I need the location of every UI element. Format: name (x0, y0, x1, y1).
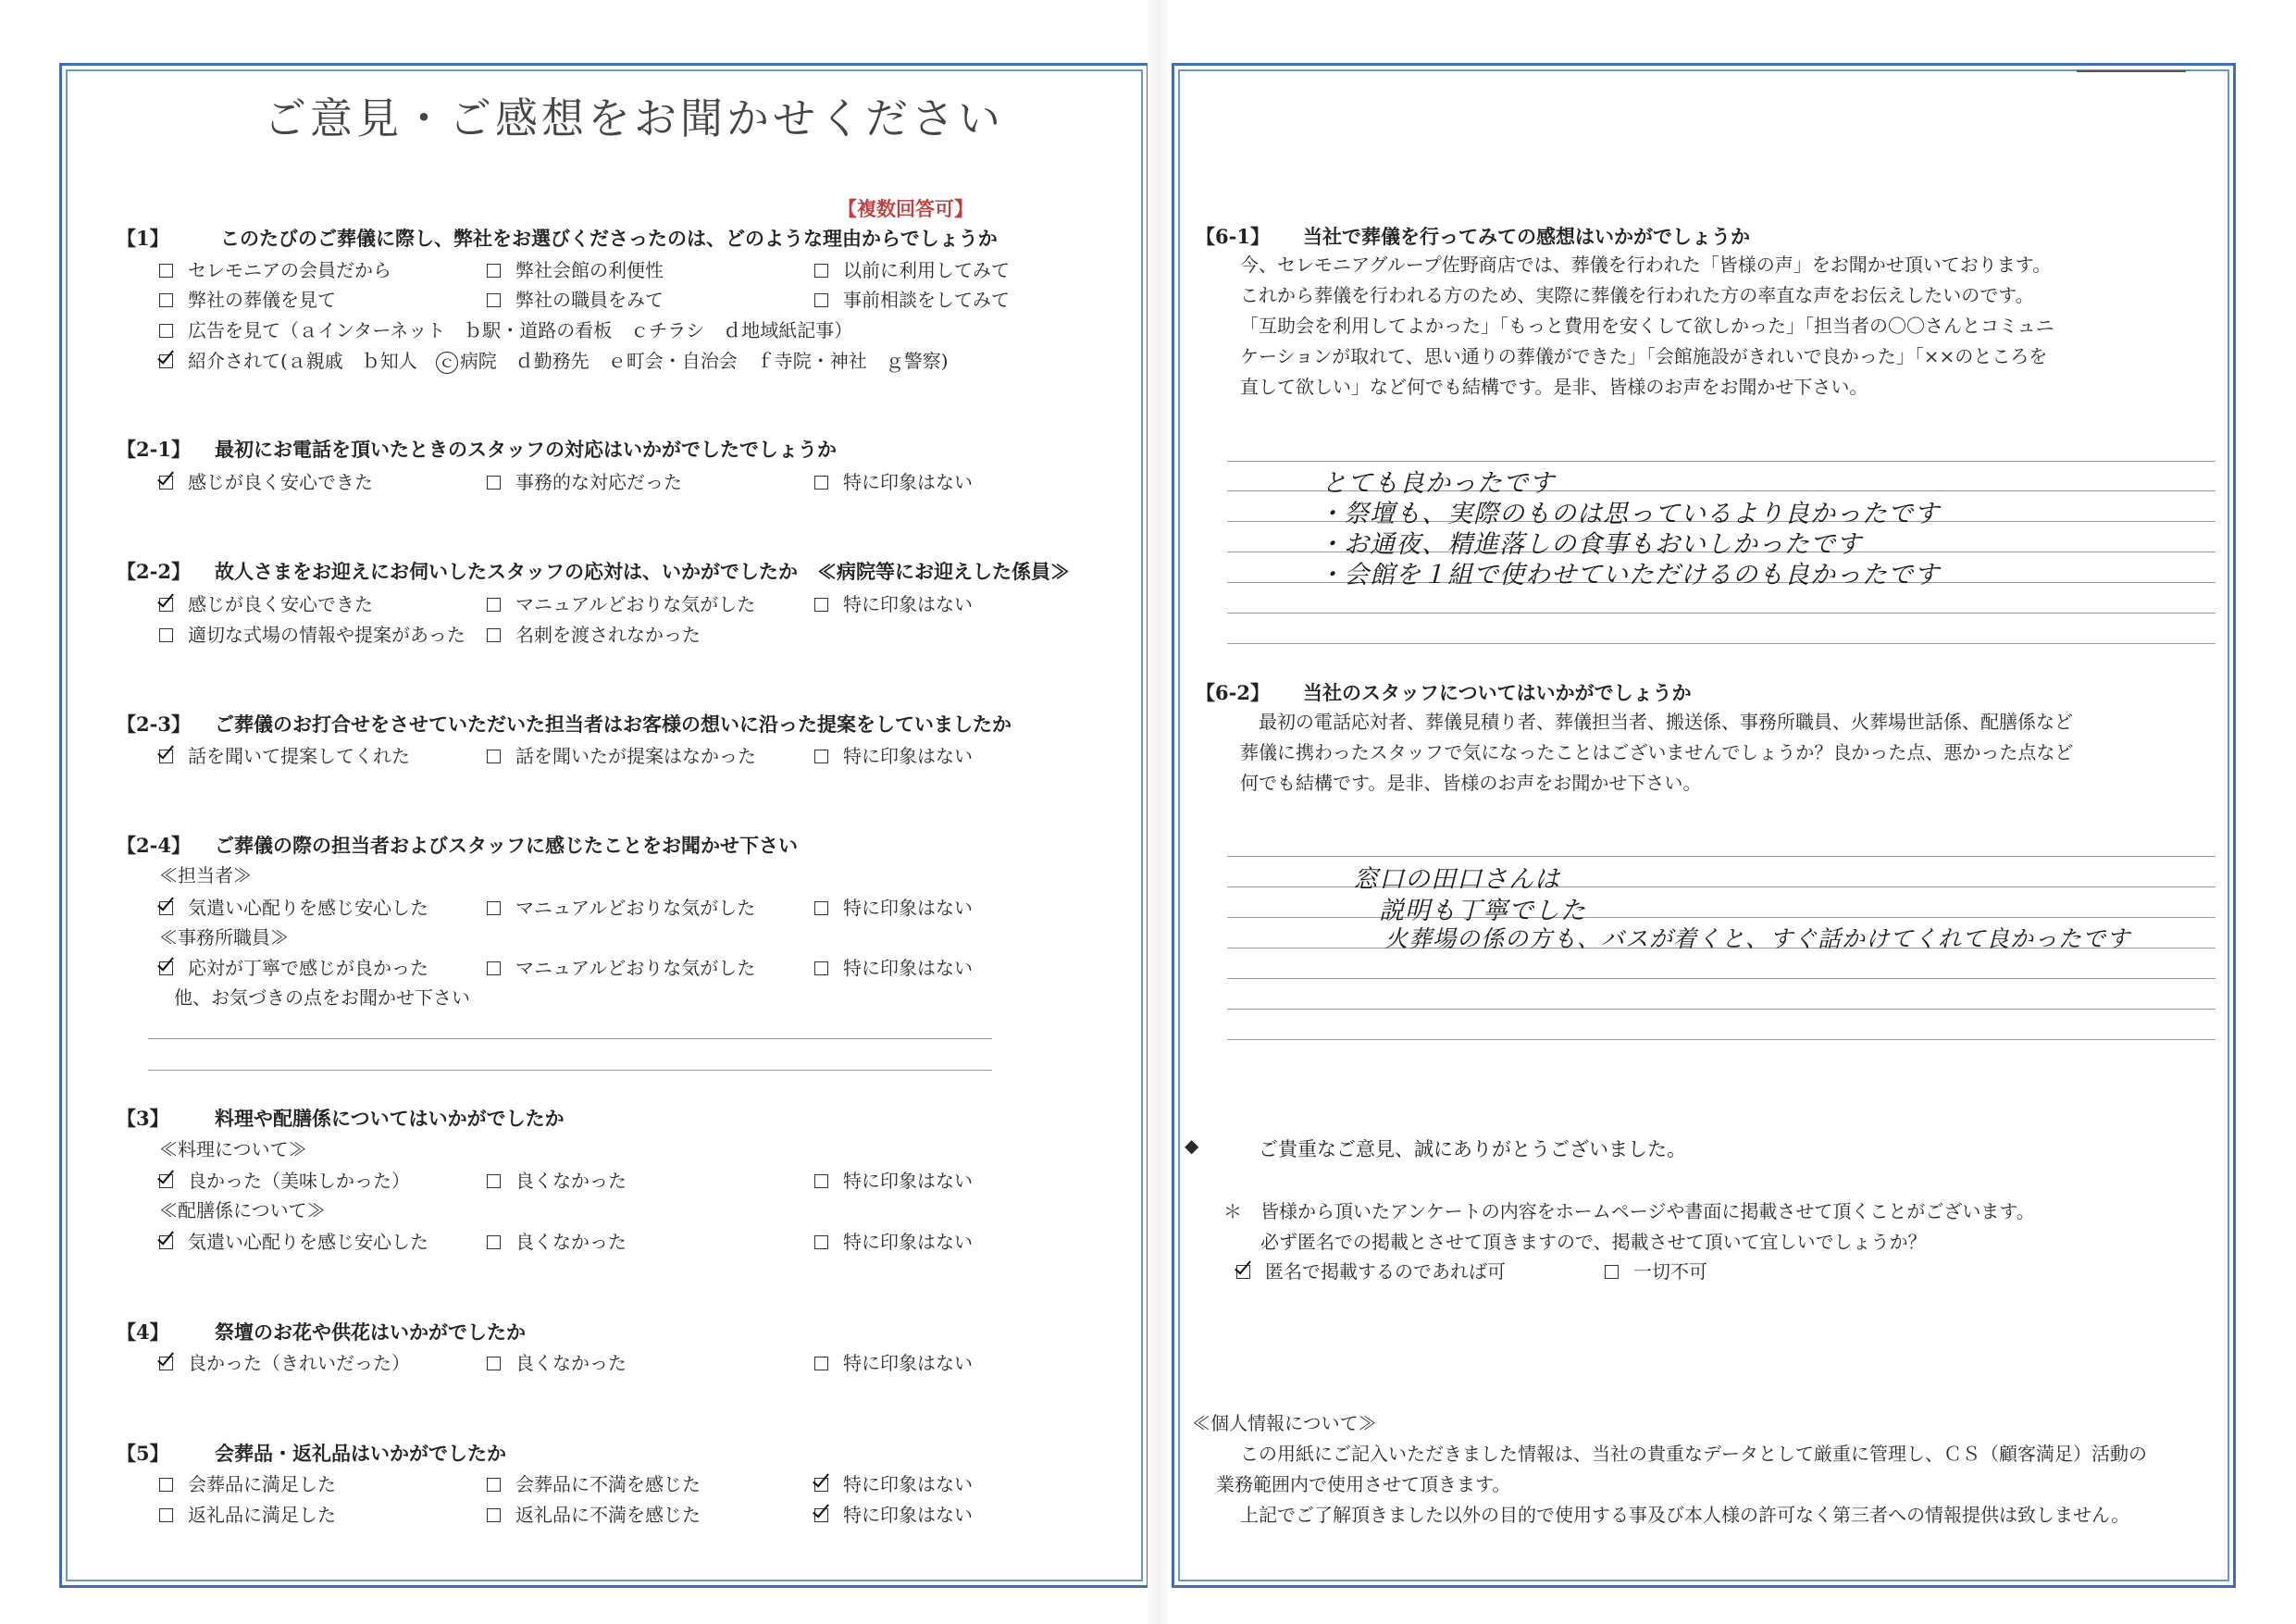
q24-other-prompt: 他、お気づきの点をお聞かせ下さい (174, 986, 470, 1009)
q5-question: 会葬品・返礼品はいかがでしたか (215, 1442, 506, 1465)
answer-line[interactable] (1227, 978, 2215, 979)
checkbox-checked[interactable] (159, 476, 173, 490)
q24-option[interactable]: 気遣い心配りを感じ安心した (159, 893, 428, 920)
checkbox-checked[interactable] (159, 961, 173, 975)
checkbox[interactable] (159, 264, 173, 278)
q22-option[interactable]: 感じが良く安心できた (159, 589, 373, 616)
answer-line[interactable] (1227, 461, 2215, 462)
q5-option[interactable]: 返礼品に満足した (159, 1500, 336, 1527)
privacy-text-line: 上記でご了解頂きました以外の目的で使用する事及び本人様の許可なく第三者への情報提供は致しません。 (1240, 1504, 2130, 1526)
q24-question: ご葬儀の際の担当者およびスタッフに感じたことをお聞かせ下さい (215, 834, 798, 857)
checkbox[interactable] (814, 1357, 828, 1370)
checkbox[interactable] (487, 628, 501, 642)
checkbox[interactable] (814, 750, 828, 763)
q5-option[interactable]: 返礼品に不満を感じた (487, 1500, 701, 1527)
q22-option[interactable]: マニュアルどおりな気がした (487, 589, 755, 616)
q23-option[interactable]: 話を聞いたが提案はなかった (487, 741, 756, 768)
q23-option[interactable]: 話を聞いて提案してくれた (159, 741, 410, 768)
q22-option[interactable]: 適切な式場の情報や提案があった (159, 620, 465, 647)
checkbox-checked[interactable] (814, 1478, 828, 1492)
publish-notice-line: 皆様から頂いたアンケートの内容をホームページや書面に掲載させて頂くことがございます。 (1260, 1200, 2035, 1222)
q3-subheading-food: ≪料理について≫ (159, 1138, 307, 1160)
page-fold (1148, 0, 1168, 1624)
q5-option[interactable]: 会葬品に満足した (159, 1469, 336, 1496)
q5-option[interactable]: 会葬品に不満を感じた (487, 1469, 701, 1496)
checkbox[interactable] (487, 1357, 501, 1370)
answer-line[interactable] (1227, 613, 2215, 614)
q1-option[interactable]: 事前相談をしてみて (814, 285, 1010, 312)
q24-option[interactable]: 特に印象はない (814, 953, 973, 980)
q24-option[interactable]: マニュアルどおりな気がした (487, 953, 755, 980)
checkbox[interactable] (487, 750, 501, 763)
checkbox-checked[interactable] (159, 354, 173, 368)
checkbox[interactable] (487, 1508, 501, 1522)
q1-option[interactable]: 弊社の葬儀を見て (159, 285, 336, 312)
checkbox[interactable] (814, 293, 828, 307)
checkbox[interactable] (159, 628, 173, 642)
checkbox[interactable] (487, 1235, 501, 1249)
q1-option[interactable]: 広告を見て（ａインターネット ｂ駅・道路の看板 ｃチラシ ｄ地域紙記事） (159, 316, 852, 342)
q61-description-line: ケーションが取れて、思い通りの葬儀ができた」「会館施設がきれいで良かった」「××のところを (1240, 345, 2048, 367)
q3-number: 【3】 (117, 1107, 169, 1130)
q1-question: このたびのご葬儀に際し、弊社をお選びくださったのは、どのような理由からでしょうか (220, 227, 998, 250)
q61-description-line: 「互助会を利用してよかった」「もっと費用を安くして欲しかった」「担当者の〇〇さんとコミュニ (1240, 315, 2054, 337)
checkbox-checked[interactable] (159, 750, 173, 763)
q23-question: ご葬儀のお打合せをさせていただいた担当者はお客様の想いに沿った提案をしていましたか (215, 713, 1011, 736)
privacy-text-line: 業務範囲内で使用させて頂きます。 (1216, 1473, 1511, 1495)
checkbox-checked[interactable] (159, 1174, 173, 1188)
asterisk-icon: ＊ (1223, 1200, 1242, 1222)
q21-option[interactable]: 特に印象はない (814, 467, 973, 494)
q5-option[interactable]: 特に印象はない (814, 1469, 973, 1496)
q1-option[interactable]: 以前に利用してみて (814, 255, 1010, 282)
checkbox-checked[interactable] (1236, 1265, 1250, 1279)
checkbox-checked[interactable] (159, 1235, 173, 1249)
handwritten-answer: ・お通夜、精進落しの食事もおいしかったです (1318, 530, 1862, 559)
answer-line[interactable] (148, 1070, 992, 1071)
checkbox[interactable] (487, 264, 501, 278)
q61-number: 【6-1】 (1196, 225, 1270, 248)
q3-subheading-serving: ≪配膳係について≫ (159, 1199, 326, 1221)
checkbox[interactable] (814, 1235, 828, 1249)
answer-line[interactable] (1227, 917, 2215, 918)
privacy-text-line: この用紙にご記入いただきました情報は、当社の貴重なデータとして厳重に管理し、ＣＳ（顧客満足）活動の (1240, 1443, 2147, 1465)
circled-choice: ｃ (436, 352, 458, 374)
q22-question: 故人さまをお迎えにお伺いしたスタッフの応対は、いかがでしたか ≪病院等にお迎えした係員≫ (215, 560, 1070, 583)
handwritten-answer: 説明も丁寧でした (1379, 897, 1586, 925)
q21-option[interactable]: 感じが良く安心できた (159, 467, 373, 494)
q24-option[interactable]: マニュアルどおりな気がした (487, 893, 755, 920)
q61-description-line: 直して欲しい」など何でも結構です。是非、皆様のお声をお聞かせ下さい。 (1240, 376, 1868, 398)
q24-subheading-office: ≪事務所職員≫ (159, 926, 289, 948)
checkbox[interactable] (159, 1508, 173, 1522)
q3-question: 料理や配膳係についてはいかがでしたか (215, 1107, 565, 1130)
q22-number: 【2-2】 (117, 560, 191, 583)
checkbox[interactable] (159, 293, 173, 307)
q4-option[interactable]: 良くなかった (487, 1348, 627, 1375)
checkbox[interactable] (159, 1478, 173, 1492)
checkbox[interactable] (814, 961, 828, 975)
q21-number: 【2-1】 (117, 438, 191, 461)
q24-number: 【2-4】 (117, 834, 191, 857)
q21-question: 最初にお電話を頂いたときのスタッフの対応はいかがでしたでしょうか (215, 438, 837, 461)
q5-number: 【5】 (117, 1442, 169, 1465)
q22-option[interactable]: 特に印象はない (814, 589, 973, 616)
answer-line[interactable] (1227, 856, 2215, 857)
q62-number: 【6-2】 (1196, 681, 1270, 704)
checkbox[interactable] (487, 598, 501, 612)
publish-option-refuse[interactable]: 一切不可 (1605, 1257, 1707, 1283)
handwritten-answer: とても良かったです (1322, 469, 1555, 498)
handwritten-answer: 窓口の田口さんは (1353, 865, 1560, 894)
handwritten-answer: 火葬場の係の方も、バスが着くと、すぐ話かけてくれて良かったです (1384, 925, 2131, 952)
q21-option[interactable]: 事務的な対応だった (487, 467, 682, 494)
checkbox-checked[interactable] (159, 598, 173, 612)
checkbox[interactable] (814, 1174, 828, 1188)
q24-option[interactable]: 応対が丁寧で感じが良かった (159, 953, 428, 980)
privacy-heading: ≪個人情報について≫ (1192, 1412, 1377, 1434)
q3-option[interactable]: 特に印象はない (814, 1166, 973, 1193)
multi-answer-note: 【複数回答可】 (838, 197, 974, 220)
q3-option[interactable]: 良かった（美味しかった） (159, 1166, 410, 1193)
q62-description-line: 葬儀に携わったスタッフで気になったことはございませんでしょうか？良かった点、悪かった点など (1240, 741, 2074, 763)
q62-description-line: 最初の電話応対者、葬儀見積り者、葬儀担当者、搬送係、事務所職員、火葬場世話係、配膳係など (1259, 711, 2073, 733)
checkbox[interactable] (487, 293, 501, 307)
checkbox[interactable] (487, 1478, 501, 1492)
q1-option[interactable]: セレモニアの会員だから (159, 255, 391, 282)
checkbox[interactable] (159, 324, 173, 338)
q23-option[interactable]: 特に印象はない (814, 741, 973, 768)
q24-option[interactable]: 特に印象はない (814, 893, 973, 920)
checkbox[interactable] (487, 901, 501, 915)
q61-question: 当社で葬儀を行ってみての感想はいかがでしょうか (1303, 225, 1750, 248)
q61-description-line: これから葬儀を行われる方のため、実際に葬儀を行われた方の率直な声をお伝えしたいのです。 (1240, 284, 2034, 306)
checkbox-checked[interactable] (814, 1508, 828, 1522)
checkbox[interactable] (487, 1174, 501, 1188)
q24-subheading-staff: ≪担当者≫ (159, 864, 252, 886)
publish-option-anonymous[interactable]: 匿名で掲載するのであれば可 (1236, 1257, 1506, 1283)
checkbox-checked[interactable] (159, 901, 173, 915)
checkbox[interactable] (814, 901, 828, 915)
q1-option[interactable]: 弊社の職員をみて (487, 285, 664, 312)
answer-line[interactable] (1227, 1039, 2215, 1040)
publish-notice-line: 必ず匿名での掲載とさせて頂きますので、掲載させて頂いて宜しいでしょうか？ (1260, 1231, 1927, 1253)
checkbox[interactable] (814, 598, 828, 612)
top-rule (2077, 70, 2186, 72)
q22-option[interactable]: 名刺を渡されなかった (487, 620, 701, 647)
q4-option[interactable]: 特に印象はない (814, 1348, 973, 1375)
q1-option[interactable]: 弊社会館の利便性 (487, 255, 664, 282)
q1-option-referral[interactable]: 紹介されて(ａ親戚 ｂ知人 ｃ 病院 ｄ勤務先 ｅ町会・自治会 ｆ寺院・神社 ｇ警察) (159, 346, 949, 374)
checkbox[interactable] (1605, 1265, 1619, 1279)
q5-option[interactable]: 特に印象はない (814, 1500, 973, 1527)
answer-line[interactable] (1227, 1009, 2215, 1010)
q62-description-line: 何でも結構です。是非、皆様のお声をお聞かせ下さい。 (1240, 772, 1702, 794)
diamond-icon: ◆ (1185, 1134, 1199, 1157)
q3-option[interactable]: 特に印象はない (814, 1227, 973, 1254)
answer-line[interactable] (148, 1038, 992, 1039)
q61-description-line: 今、セレモニアグループ佐野商店では、葬儀を行われた「皆様の声」をお聞かせ頂いております。 (1240, 254, 2052, 276)
checkbox[interactable] (814, 264, 828, 278)
handwritten-answer: ・祭壇も、実際のものは思っているより良かったです (1318, 500, 1940, 528)
thanks-message: ご貴重なご意見、誠にありがとうございました。 (1259, 1138, 1686, 1160)
handwritten-answer: ・会館を１組で使わせていただけるのも良かったです (1318, 561, 1940, 589)
checkbox[interactable] (814, 476, 828, 490)
answer-line[interactable] (1227, 643, 2215, 644)
q4-option[interactable]: 良かった（きれいだった） (159, 1348, 410, 1375)
checkbox[interactable] (487, 476, 501, 490)
q23-number: 【2-3】 (117, 713, 191, 736)
q4-number: 【4】 (117, 1320, 169, 1344)
q4-question: 祭壇のお花や供花はいかがでしたか (215, 1320, 526, 1344)
q1-number: 【1】 (117, 227, 169, 250)
checkbox[interactable] (487, 961, 501, 975)
checkbox-checked[interactable] (159, 1357, 173, 1370)
q62-question: 当社のスタッフについてはいかがでしょうか (1303, 681, 1692, 704)
q3-option[interactable]: 気遣い心配りを感じ安心した (159, 1227, 428, 1254)
page-title: ご意見・ご感想をお聞かせください (264, 93, 1004, 143)
q3-option[interactable]: 良くなかった (487, 1166, 627, 1193)
q3-option[interactable]: 良くなかった (487, 1227, 627, 1254)
